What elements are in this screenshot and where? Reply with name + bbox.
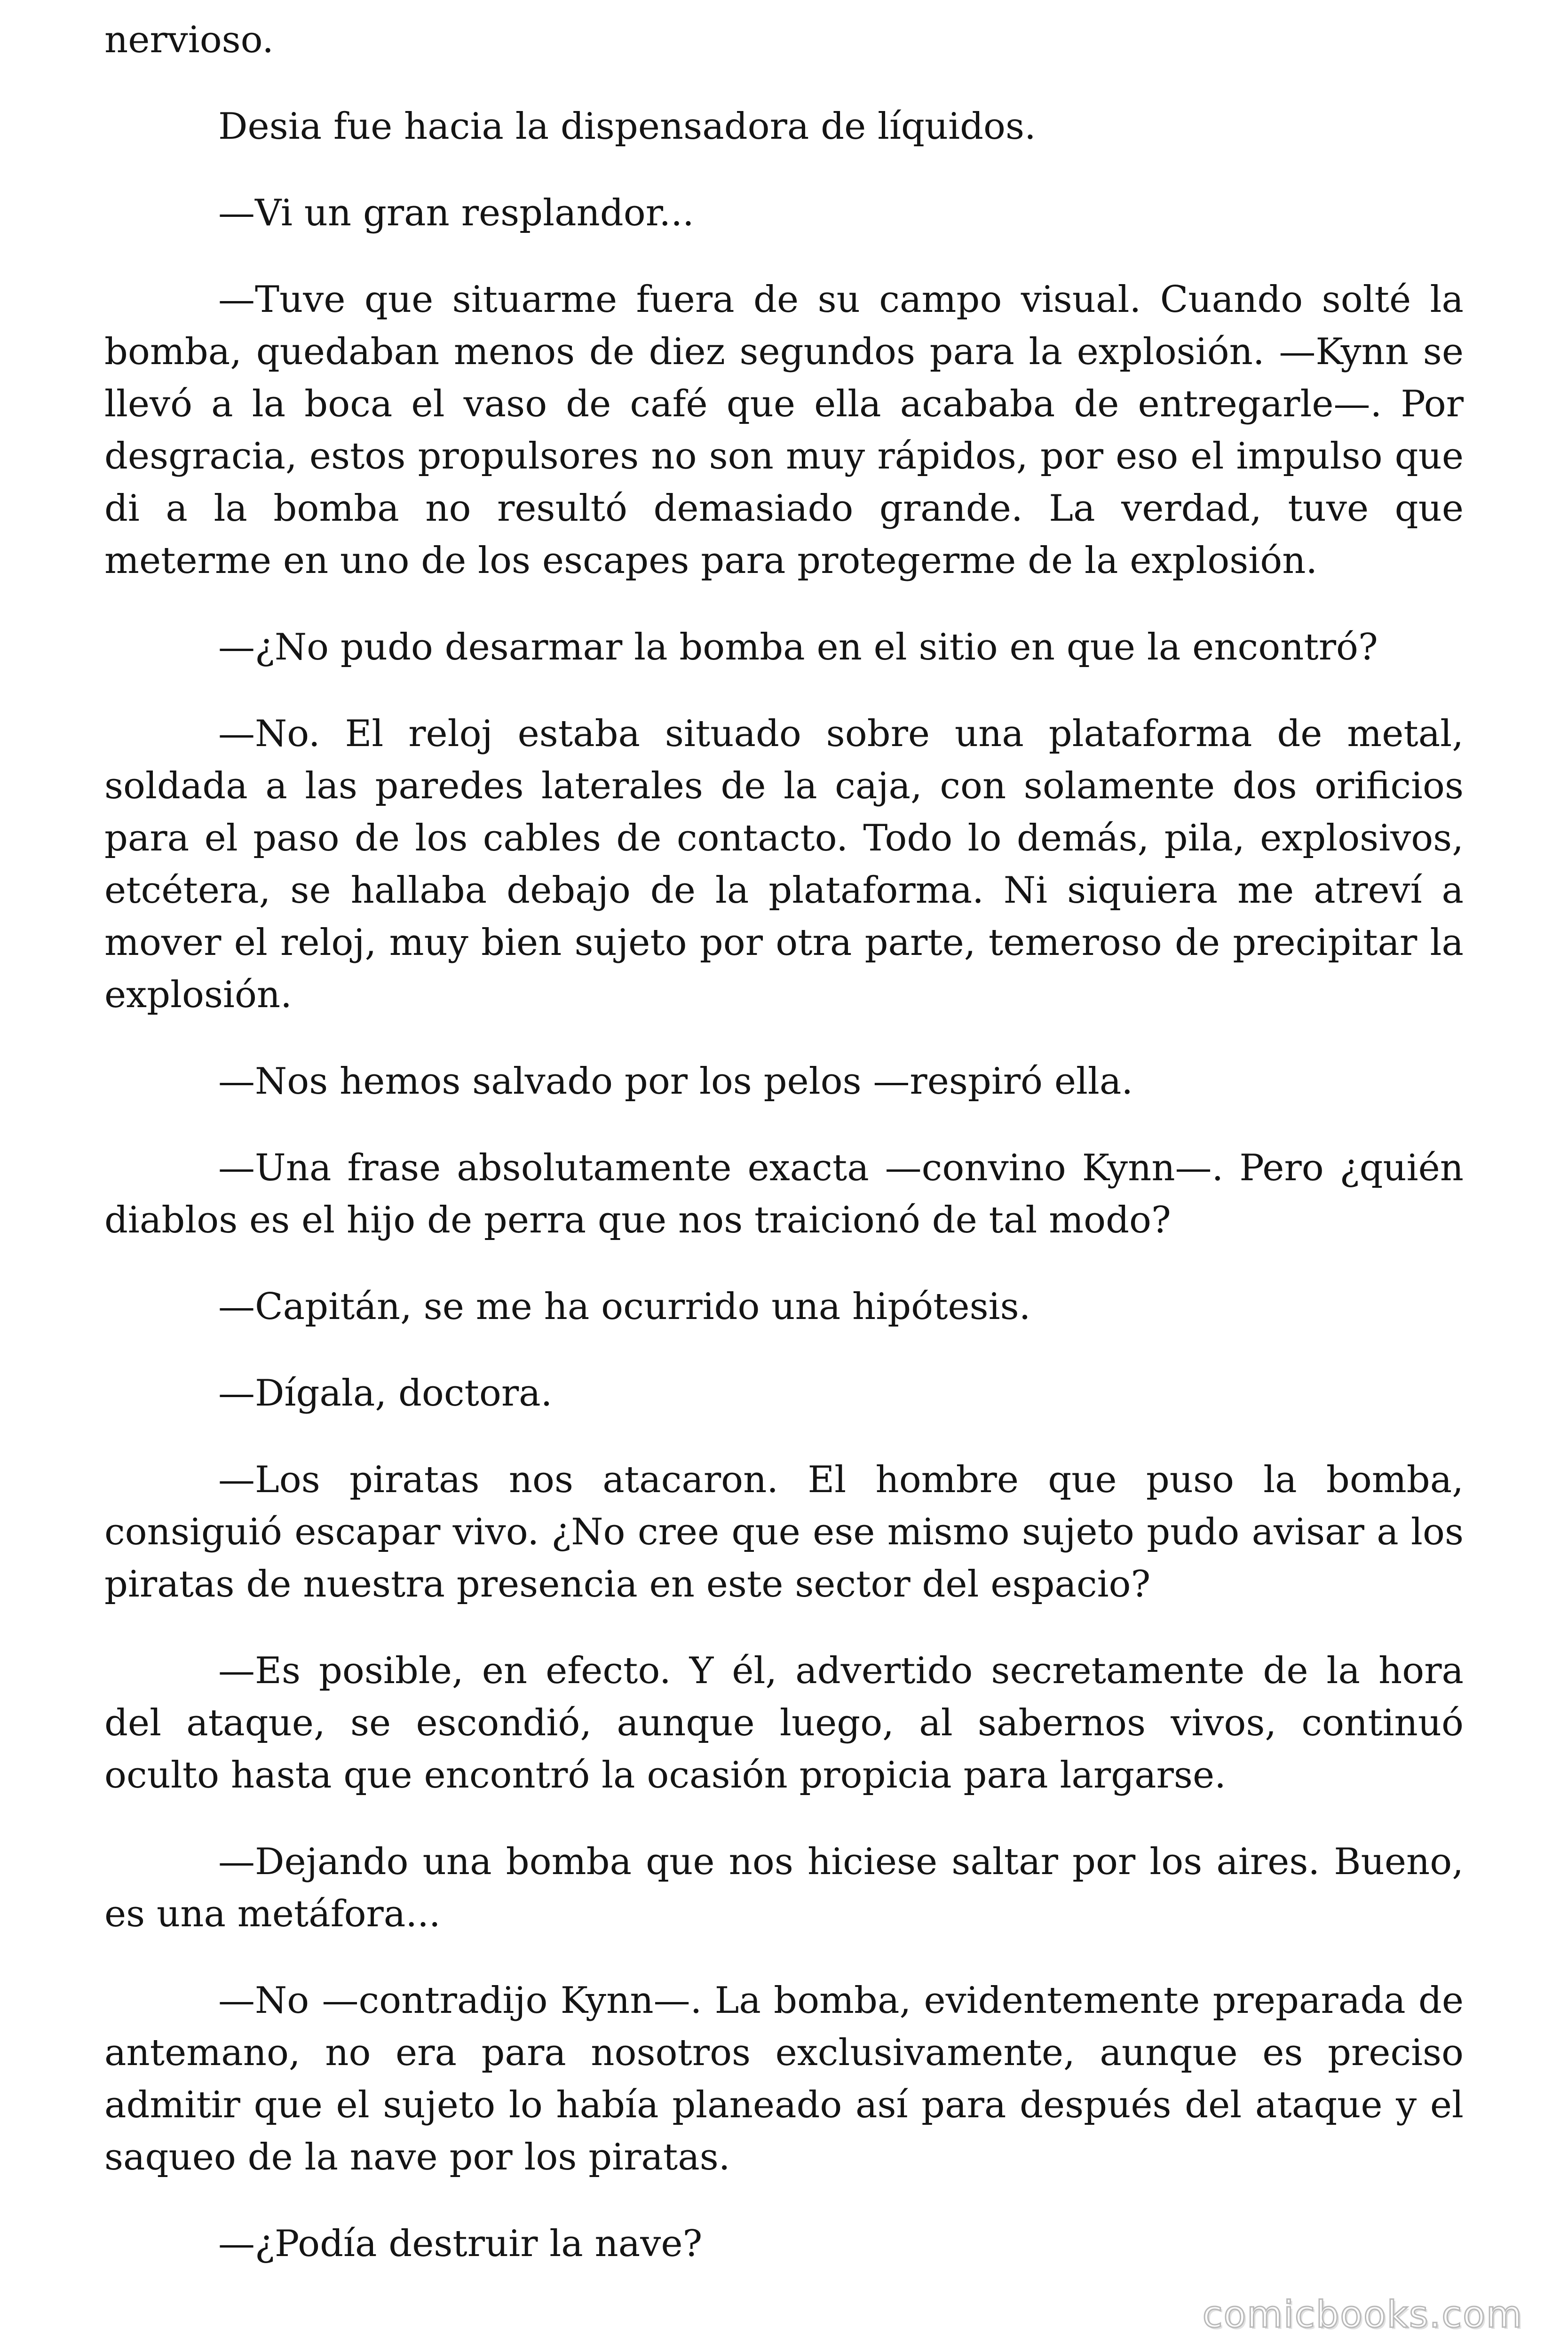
body-text xyxy=(104,14,1464,2304)
paragraph: —No —contradijo Kynn—. La bomba, evidentemente preparada de antemano, no era para nosotros exclusivamente, aunque es preciso admitir que el sujeto lo había planeado así para después del ataque y el saqueo de la nave por los piratas. xyxy=(104,1979,1464,2178)
paragraph: —Tuve que situarme fuera de su campo visual. Cuando solté la bomba, quedaban menos de diez segundos para la explosión. —Kynn se llevó a la boca el vaso de café que ella acababa de entregarle—. Por desgracia, estos propulsores no son muy rápidos, por eso el impulso que di a la bomba no resultó demasiado grande. La verdad, tuve que meterme en uno de los escapes para protegerme de la explosión. xyxy=(104,278,1464,582)
paragraph: —Nos hemos salvado por los pelos —respiró ella. xyxy=(218,1060,1133,1103)
paragraph-continuation: nervioso. xyxy=(104,19,274,61)
paragraph: —¿No pudo desarmar la bomba en el sitio en que la encontró? xyxy=(218,626,1378,668)
paragraph: —Dejando una bomba que nos hiciese saltar por los aires. Bueno, es una metáfora... xyxy=(104,1841,1464,1935)
paragraph: —Es posible, en efecto. Y él, advertido secretamente de la hora del ataque, se escondió, aunque luego, al sabernos vivos, continuó oculto hasta que encontró la ocasión propicia para largarse. xyxy=(104,1650,1464,1796)
paragraph: —Los piratas nos atacaron. El hombre que puso la bomba, consiguió escapar vivo. ¿No cree que ese mismo sujeto pudo avisar a los piratas de nuestra presencia en este sector del espacio? xyxy=(104,1459,1464,1605)
paragraph: —¿Podía destruir la nave? xyxy=(218,2223,703,2265)
paragraph: —No. El reloj estaba situado sobre una plataforma de metal, soldada a las paredes laterales de la caja, con solamente dos orificios para el paso de los cables de contacto. Todo lo demás, pila, explosivos, etcétera, se hallaba debajo de la plataforma. Ni siquiera me atreví a mover el reloj, muy bien sujeto por otra parte, temeroso de precipitar la explosión. xyxy=(104,713,1464,1016)
paragraph: —Una frase absolutamente exacta —convino Kynn—. Pero ¿quién diablos es el hijo de perra que nos traicionó de tal modo? xyxy=(104,1147,1464,1241)
paragraph: —Dígala, doctora. xyxy=(218,1372,553,1414)
paragraph: —Vi un gran resplandor... xyxy=(218,192,694,234)
paragraph: —Capitán, se me ha ocurrido una hipótesis. xyxy=(218,1286,1031,1328)
watermark: comicbooks.com xyxy=(1202,2294,1523,2336)
paragraph: Desia fue hacia la dispensadora de líquidos. xyxy=(218,105,1036,148)
